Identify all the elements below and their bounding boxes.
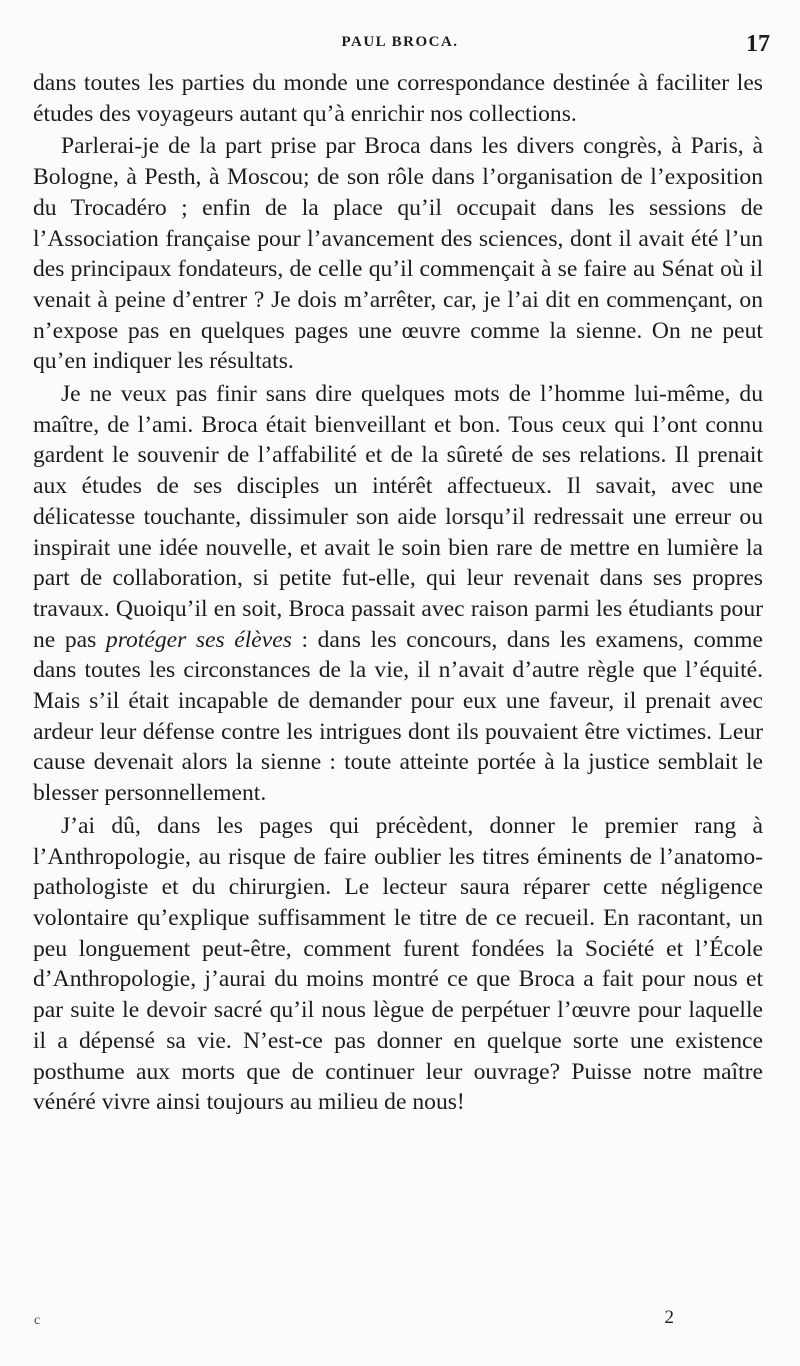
- page-footer: [30, 1307, 770, 1337]
- signature-mark: 2: [664, 1307, 674, 1328]
- running-title: PAUL BROCA.: [341, 34, 459, 50]
- footer-left-mark: c: [34, 1313, 41, 1328]
- paragraph-1: dans toutes les parties du monde une correspondance destinée à faciliter les études des voyageurs autant qu’à enrichir nos collections.: [33, 70, 763, 127]
- paragraph-4: J’ai dû, dans les pages qui précèdent, donner le premier rang à l’Anthropologie, au risque de faire oublier les titres éminents de l’anatomo-pathologiste et du chirurgien. Le lecteur saura réparer cette négligence volontaire qu’explique suffisamment le titre de ce recueil. En racontant, un peu longuement peut-être, comment furent fondées la Société et l’École d’Anthropologie, j’aurai du moins montré ce que Broca a fait pour nous et par suite le devoir sacré qu’il nous lègue de perpétuer l’œuvre pour laquelle il a dépensé sa vie. N’est-ce pas donner en quelque sorte une existence posthume aux morts que de continuer leur ouvrage? Puisse notre maître vénéré vivre ainsi toujours au milieu de nous!: [33, 812, 763, 1116]
- emphasized-phrase: protéger ses élèves: [105, 626, 292, 653]
- paragraph-3: Je ne veux pas finir sans dire quelques mots de l’homme lui-même, du maître, de l’ami. Broca était bienveillant et bon. Tous ceux qui l’ont connu gardent le souvenir de l’affabilité et de la sûreté de ses relations. Il prenait aux études de ses disciples un intérêt affectueux. Il savait, avec une délicatesse touchante, dissimuler son aide lorsqu’il redressait une erreur ou inspirait une idée nouvelle, et avait le soin bien rare de mettre en lumière la part de collaboration, si petite fut-elle, qui leur revenait dans ses propres travaux. Quoiqu’il en soit, Broca passait avec raison parmi les étudiants pour ne pas protéger ses élèves : dans les concours, dans les examens, comme dans toutes les circonstances de la vie, il n’avait d’autre règle que l’équité. Mais s’il était incapable de demander pour eux une faveur, il prenait avec ardeur leur défense contre les intrigues dont ils pouvaient être victimes. Leur cause devenait alors la sienne : toute atteinte portée à la justice semblait le blesser personnellement.: [33, 381, 763, 807]
- body-text: [33, 68, 763, 1120]
- paragraph-2: Parlerai-je de la part prise par Broca dans les divers congrès, à Paris, à Bologne, à Pesth, à Moscou; de son rôle dans l’organisation de l’exposition du Trocadéro ; enfin de la place qu’il occupait dans les sessions de l’Association française pour l’avancement des sciences, dont il avait été l’un des principaux fondateurs, de celle qu’il commençait à se faire au Sénat où il venait à peine d’entrer ? Je dois m’arrêter, car, je l’ai dit en commençant, on n’expose pas en quelques pages une œuvre comme la sienne. On ne peut qu’en indiquer les résultats.: [33, 133, 763, 375]
- page-number: 17: [746, 31, 770, 57]
- running-head: [30, 31, 770, 55]
